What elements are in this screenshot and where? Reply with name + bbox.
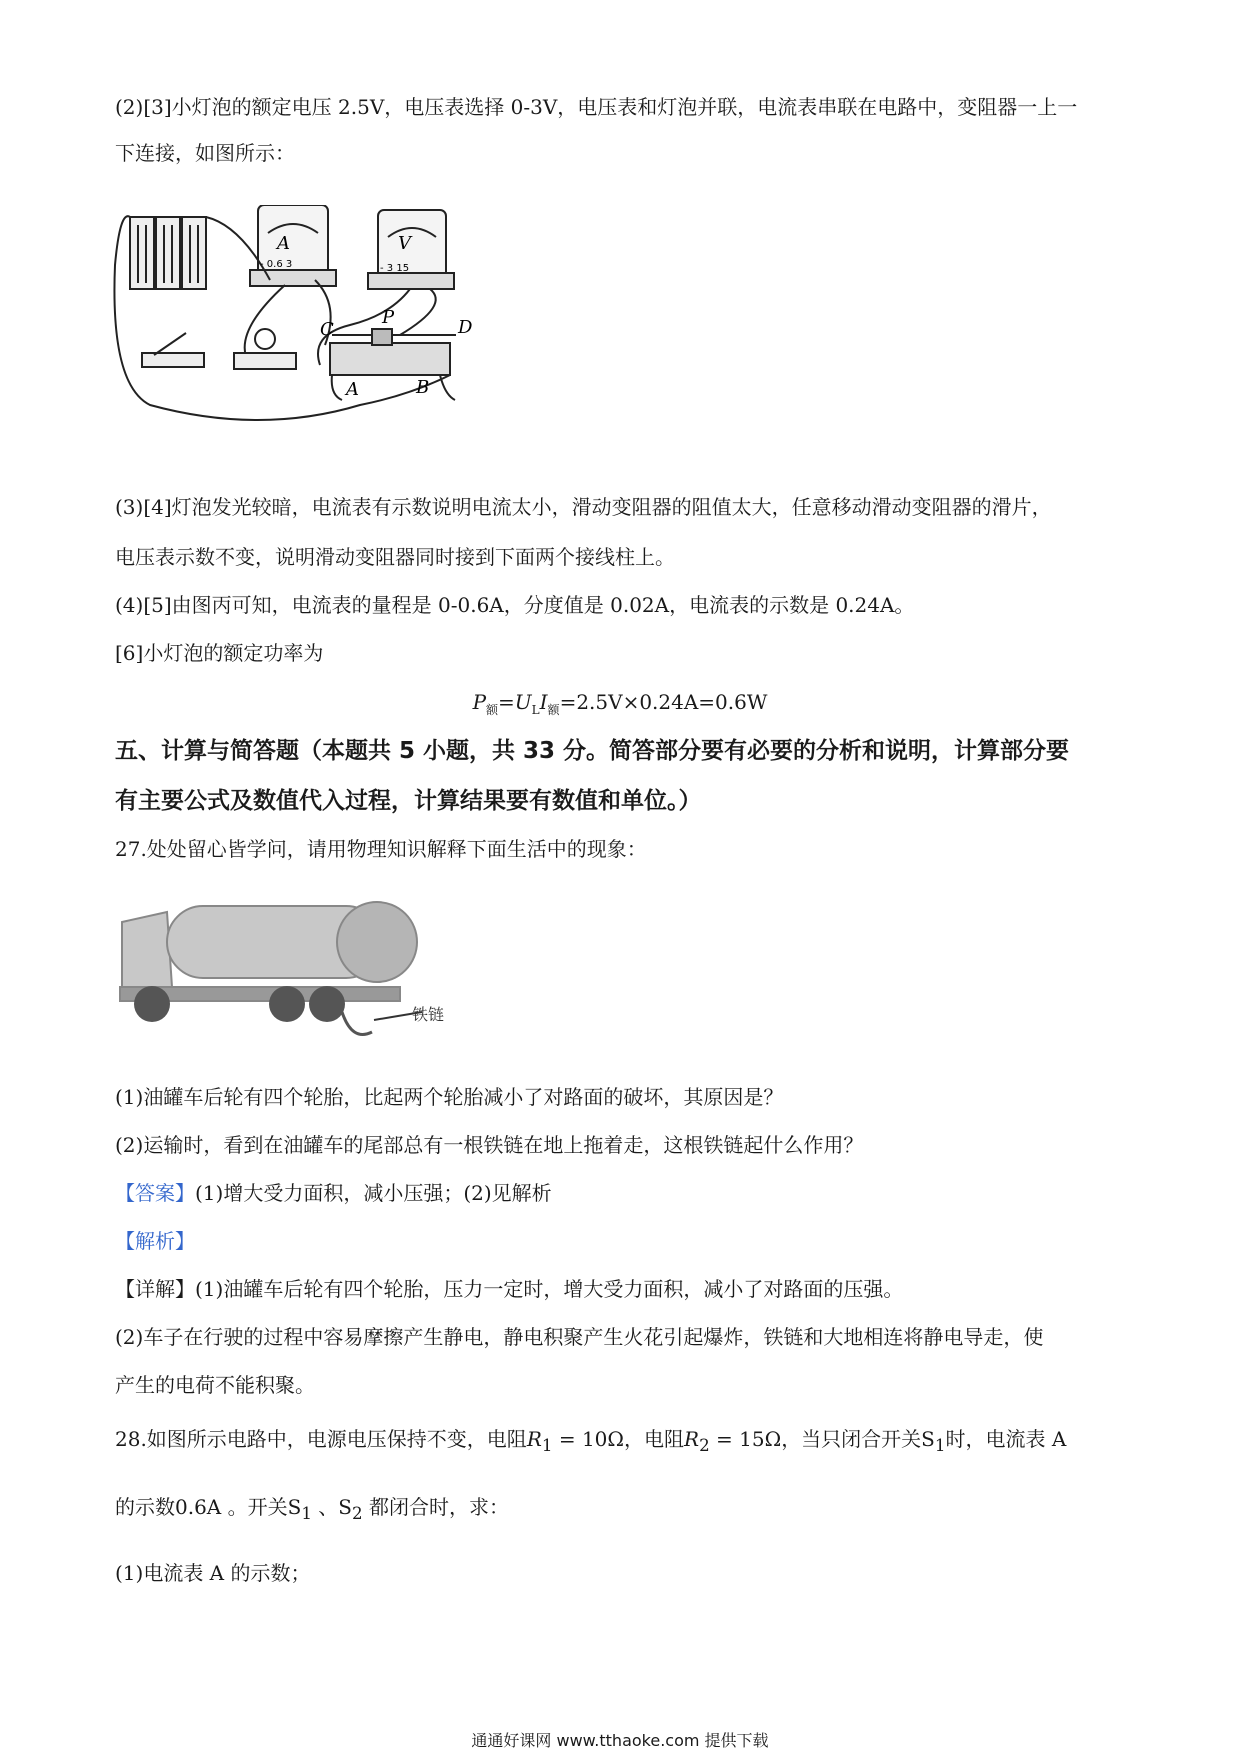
answer-text: (1)增大受力面积，减小压强；(2)见解析 <box>195 1181 552 1205</box>
paragraph-line: (2)[3]小灯泡的额定电压 2.5V，电压表选择 0-3V，电压表和灯泡并联，电流表串联在电路中，变阻器一上一 <box>115 95 1078 119</box>
slider-label-p: P <box>382 307 395 328</box>
question-27-part-2: (2)运输时，看到在油罐车的尾部总有一根铁链在地上拖着走，这根铁链起什么作用？ <box>115 1133 864 1157</box>
voltmeter-scale: - 3 15 <box>380 263 410 274</box>
tanker-truck-image <box>112 892 452 1052</box>
question-28-line-2: 的示数0.6A 。开关$S_1$ 、$S_2$ 都闭合时，求： <box>115 1495 509 1523</box>
battery-icon <box>130 217 206 289</box>
paragraph-line: 产生的电荷不能积聚。 <box>115 1373 315 1397</box>
terminal-label-c: C <box>320 319 334 340</box>
terminal-label-a: A <box>346 379 359 400</box>
chain-label: 铁链 <box>412 1005 445 1024</box>
power-formula: $P_额=U_LI_额=2.5V\times 0.24A=0.6W$ <box>472 690 768 717</box>
analysis-line <box>115 1226 1130 1256</box>
ammeter-icon <box>250 205 336 286</box>
paragraph-line: (4)[5]由图丙可知，电流表的量程是 0-0.6A，分度值是 0.02A，电流表的示数是 0.24A。 <box>115 593 915 617</box>
detail-tag: 【详解】 <box>115 1277 195 1301</box>
ammeter-scale: - 0.6 3 <box>260 259 293 270</box>
terminal-label-d: D <box>458 317 473 338</box>
paragraph-line: (3)[4]灯泡发光较暗，电流表有示数说明电流太小，滑动变阻器的阻值太大，任意移动滑动变阻器的滑片， <box>115 495 1052 519</box>
question-28-part-1: (1)电流表 A 的示数； <box>115 1561 311 1585</box>
paragraph-line: [6]小灯泡的额定功率为 <box>115 641 324 665</box>
switch-icon <box>142 333 204 367</box>
voltmeter-icon <box>368 210 454 289</box>
bulb-icon <box>234 329 296 369</box>
detail-line: 【详解】(1)油罐车后轮有四个轮胎，压力一定时，增大受力面积，减小了对路面的压强。 <box>115 1277 904 1301</box>
paragraph-line: 电压表示数不变，说明滑动变阻器同时接到下面两个接线柱上。 <box>115 545 675 569</box>
voltmeter-letter: V <box>398 233 411 254</box>
terminal-label-b: B <box>416 377 430 398</box>
circuit-diagram <box>110 205 550 460</box>
section-heading: 五、计算与简答题（本题共 5 小题，共 33 分。简答部分要有必要的分析和说明，计算部分要 <box>115 738 1070 764</box>
question-27-part-1: (1)油罐车后轮有四个轮胎，比起两个轮胎减小了对路面的破坏，其原因是？ <box>115 1085 784 1109</box>
answer-line <box>115 1178 1130 1208</box>
analysis-tag: 【解析】 <box>115 1229 195 1253</box>
section-heading: 有主要公式及数值代入过程，计算结果要有数值和单位。） <box>115 788 702 814</box>
question-28: 28.如图所示电路中，电源电压保持不变，电阻$R_1 = 10\Omega$，电阻$R_2 = 15\Omega$，当只闭合开关$S_1$时，电流表 A <box>115 1427 1067 1455</box>
question-27: 27.处处留心皆学问，请用物理知识解释下面生活中的现象： <box>115 837 647 861</box>
ammeter-letter: A <box>277 233 290 254</box>
footer-text: 通通好课网 www.tthaoke.com 提供下载 <box>471 1731 769 1750</box>
paragraph-line: 下连接，如图所示： <box>115 141 295 165</box>
paragraph-line: (2)车子在行驶的过程中容易摩擦产生静电，静电积聚产生火花引起爆炸，铁链和大地相连将静电导走，使 <box>115 1325 1044 1349</box>
answer-tag: 【答案】 <box>115 1181 195 1205</box>
